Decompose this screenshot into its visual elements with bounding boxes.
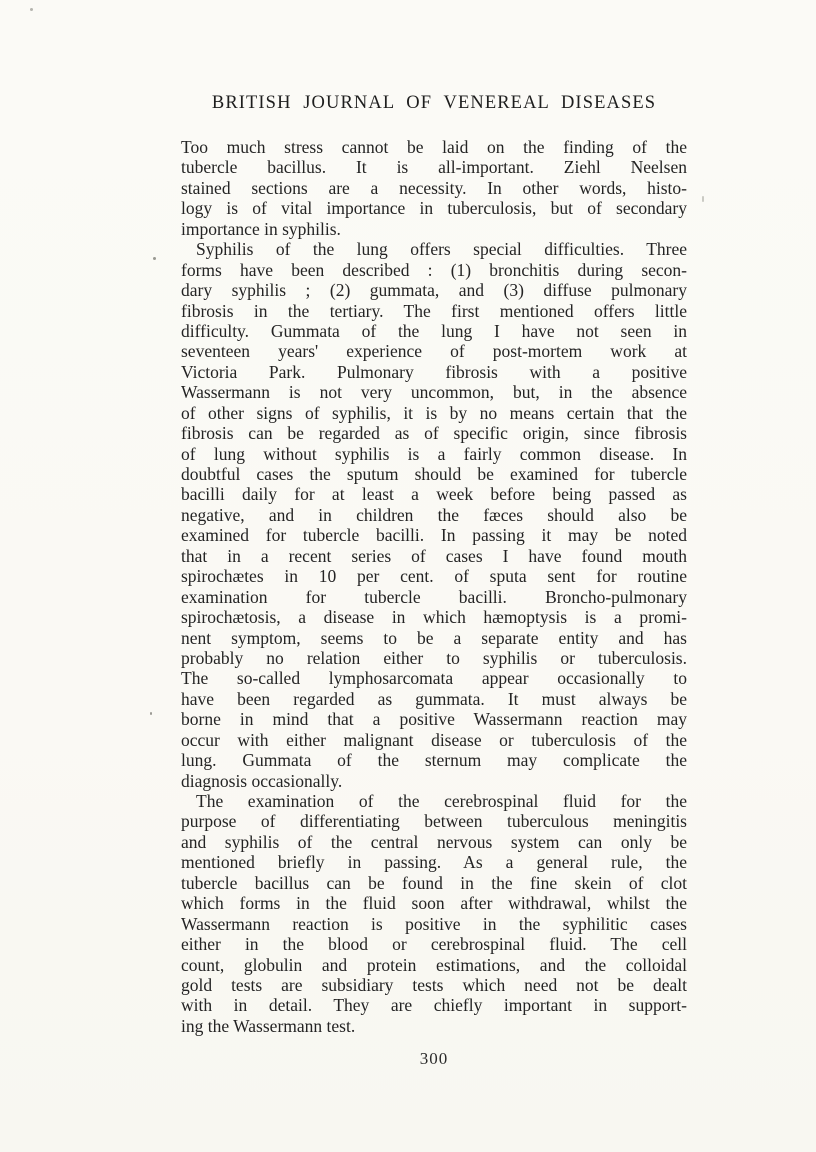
text-line: bacilli daily for at least a week before being passed as bbox=[181, 484, 687, 505]
text-line: nent symptom, seems to be a separate entity and has bbox=[181, 627, 687, 648]
text-line: lung. Gummata of the sternum may complicate the bbox=[181, 750, 687, 771]
text-line: with in detail. They are chiefly important in support- bbox=[181, 995, 687, 1016]
text-line: spirochætes in 10 per cent. of sputa sent for routine bbox=[181, 566, 687, 587]
scan-speck bbox=[153, 257, 156, 260]
paragraph bbox=[181, 239, 687, 791]
paragraph bbox=[181, 137, 687, 239]
text-line: dary syphilis ; (2) gummata, and (3) diffuse pulmonary bbox=[181, 280, 687, 301]
text-line: importance in syphilis. bbox=[181, 218, 341, 239]
text-line: ing the Wassermann test. bbox=[181, 1015, 356, 1036]
text-line: have been regarded as gummata. It must always be bbox=[181, 688, 687, 709]
scan-speck bbox=[30, 8, 33, 11]
text-line: tubercle bacillus. It is all-important. Ziehl Neelsen bbox=[181, 157, 687, 178]
text-line: of other signs of syphilis, it is by no means certain that the bbox=[181, 402, 687, 423]
text-line: examined for tubercle bacilli. In passing it may be noted bbox=[181, 525, 687, 546]
text-line: either in the blood or cerebrospinal fluid. The cell bbox=[181, 934, 687, 955]
text-line: tubercle bacillus can be found in the fine skein of clot bbox=[181, 872, 687, 893]
text-line: examination for tubercle bacilli. Broncho-pulmonary bbox=[181, 586, 687, 607]
text-line: gold tests are subsidiary tests which need not be dealt bbox=[181, 974, 687, 995]
text-line: which forms in the fluid soon after withdrawal, whilst the bbox=[181, 893, 687, 914]
running-head: BRITISH JOURNAL OF VENEREAL DISEASES bbox=[211, 93, 657, 113]
text-line: of lung without syphilis is a fairly common disease. In bbox=[181, 443, 687, 464]
text-line: fibrosis in the tertiary. The first mentioned offers little bbox=[181, 300, 687, 321]
text-line: doubtful cases the sputum should be examined for tubercle bbox=[181, 464, 687, 484]
text-line: Wassermann is not very uncommon, but, in the absence bbox=[181, 382, 687, 403]
text-line: occur with either malignant disease or tuberculosis of the bbox=[181, 729, 687, 750]
text-line: logy is of vital importance in tuberculosis, but of secondary bbox=[181, 198, 687, 219]
text-line: purpose of differentiating between tuberculous meningitis bbox=[181, 811, 687, 832]
text-line: fibrosis can be regarded as of specific origin, since fibrosis bbox=[181, 423, 687, 444]
scan-speck bbox=[150, 712, 152, 715]
body-text bbox=[181, 137, 687, 1036]
text-line: Victoria Park. Pulmonary fibrosis with a positive bbox=[181, 361, 687, 382]
text-line: negative, and in children the fæces should also be bbox=[181, 504, 687, 525]
text-line: that in a recent series of cases I have found mouth bbox=[181, 545, 687, 566]
text-line: diagnosis occasionally. bbox=[181, 770, 343, 791]
paragraph bbox=[181, 791, 687, 1036]
text-line: The examination of the cerebrospinal fluid for the bbox=[196, 791, 687, 811]
scan-speck bbox=[702, 196, 704, 202]
text-line: forms have been described : (1) bronchitis during secon- bbox=[181, 259, 687, 280]
text-line: difficulty. Gummata of the lung I have not seen in bbox=[181, 320, 687, 341]
text-line: and syphilis of the central nervous system can only be bbox=[181, 831, 687, 852]
text-line: Too much stress cannot be laid on the finding of the bbox=[181, 137, 687, 157]
text-line: stained sections are a necessity. In other words, histo- bbox=[181, 177, 687, 198]
text-line: count, globulin and protein estimations, and the colloidal bbox=[181, 954, 687, 975]
text-line: Syphilis of the lung offers special difficulties. Three bbox=[196, 239, 687, 260]
text-line: seventeen years' experience of post-mortem work at bbox=[181, 341, 687, 362]
page-number: 300 bbox=[419, 1049, 449, 1068]
text-line: borne in mind that a positive Wassermann reaction may bbox=[181, 709, 687, 730]
text-line: spirochætosis, a disease in which hæmoptysis is a promi- bbox=[181, 607, 687, 628]
text-line: The so-called lymphosarcomata appear occasionally to bbox=[181, 668, 687, 689]
text-line: Wassermann reaction is positive in the syphilitic cases bbox=[181, 913, 687, 934]
text-line: probably no relation either to syphilis or tuberculosis. bbox=[181, 647, 687, 668]
text-line: mentioned briefly in passing. As a general rule, the bbox=[181, 852, 687, 873]
